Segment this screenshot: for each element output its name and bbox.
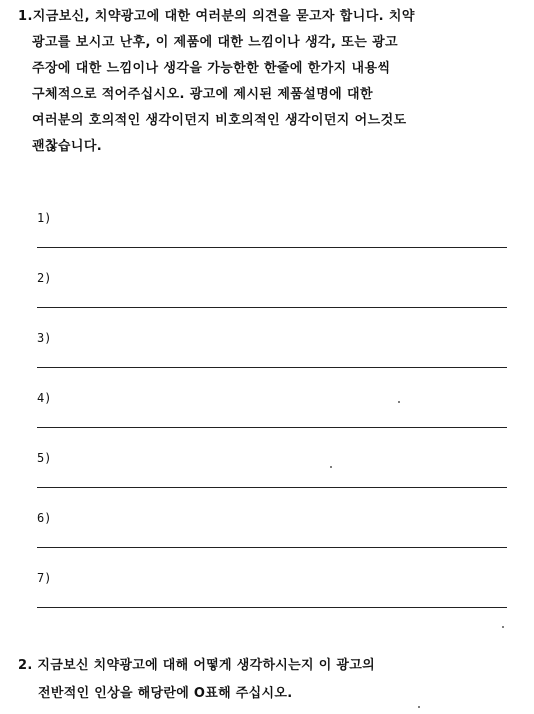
- answer-item-3: [37, 331, 507, 371]
- answer-line[interactable]: [37, 367, 507, 368]
- answer-item-5: [37, 451, 507, 491]
- answer-line[interactable]: [37, 547, 507, 548]
- answer-line[interactable]: [37, 307, 507, 308]
- question-2-line: 전반적인 인상을 해당란에 O표해 주십시오.: [38, 686, 293, 701]
- question-1-text: [18, 4, 518, 160]
- answer-number: 6): [37, 511, 52, 525]
- question-1-line: 괜찮습니다.: [32, 139, 103, 154]
- question-2-line: 2. 지금보신 치약광고에 대해 어떻게 생각하시는지 이 광고의: [18, 658, 375, 673]
- answer-number: 4): [37, 391, 52, 405]
- answer-item-7: [37, 571, 507, 611]
- answer-item-1: [37, 211, 507, 251]
- question-1-line: 구체적으로 적어주십시오. 광고에 제시된 제품설명에 대한: [32, 87, 373, 102]
- scan-speck: [502, 626, 504, 628]
- scan-speck: [398, 401, 400, 403]
- answer-number: 3): [37, 331, 52, 345]
- answer-number: 5): [37, 451, 52, 465]
- scan-speck: [418, 706, 420, 708]
- answer-number: 7): [37, 571, 52, 585]
- answer-line[interactable]: [37, 427, 507, 428]
- question-2-text: [18, 652, 518, 708]
- answer-line[interactable]: [37, 247, 507, 248]
- scan-speck: [330, 466, 332, 468]
- answer-line[interactable]: [37, 487, 507, 488]
- answer-item-6: [37, 511, 507, 551]
- answer-item-2: [37, 271, 507, 311]
- question-1-line: 주장에 대한 느낌이나 생각을 가능한한 한줄에 한가지 내용씩: [32, 61, 391, 76]
- answer-number: 2): [37, 271, 52, 285]
- question-1-line: 여러분의 호의적인 생각이던지 비호의적인 생각이던지 어느것도: [32, 113, 407, 128]
- answer-line[interactable]: [37, 607, 507, 608]
- question-1-line: 1.지금보신, 치약광고에 대한 여러분의 의견을 묻고자 합니다. 치약: [18, 9, 415, 24]
- answer-item-4: [37, 391, 507, 431]
- question-1-line: 광고를 보시고 난후, 이 제품에 대한 느낌이나 생각, 또는 광고: [32, 35, 399, 50]
- answer-number: 1): [37, 211, 52, 225]
